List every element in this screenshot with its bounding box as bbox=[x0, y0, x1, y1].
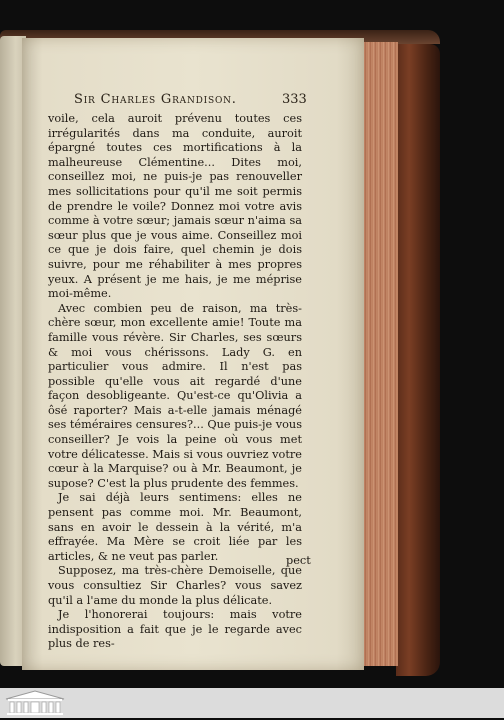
paragraph: voile, cela auroit prévenu toutes ces irrégularités dans ma conduite, auroit épargné toutes ces mortifications à la malheureuse Clémentine... Dites moi, conseillez moi, ne puis-je pas renouveller mes sollicitations pour qu'il me soit permis de prendre le voile? Donnez moi votre avis comme à votre sœur; jamais sœur n'aima sa sœur plus que je vous aime. Conseillez moi ce que je dois faire, quel chemin je dois suivre, pour me réhabiliter à mes propres yeux. A présent je me hais, je me méprise moi-même. bbox=[48, 112, 302, 301]
book-cover bbox=[396, 44, 440, 676]
viewer-footer bbox=[0, 688, 504, 718]
paragraph: Supposez, ma très-chère Demoiselle, que vous consultiez Sir Charles? vous savez qu'il a l'ame du monde la plus délicate. bbox=[48, 564, 302, 607]
page-edges bbox=[362, 42, 398, 666]
page-number: 333 bbox=[282, 92, 307, 107]
catchword: pect bbox=[286, 554, 311, 567]
paragraph: Je sai déjà leurs sentimens: elles ne pensent pas comme moi. Mr. Beaumont, sans en avoir le dessein à la vérité, m'a effrayée. Ma Mère se croit liée par les articles, & ne veut pas parler. bbox=[48, 491, 302, 563]
library-building-icon bbox=[4, 690, 66, 720]
paragraph: Avec combien peu de raison, ma très-chère sœur, mon excellente amie! Toute ma famille vous révère. Sir Charles, ses sœurs & moi vous chérissons. Lady G. en particulier vous admire. Il n'est pas possible qu'elle vous ait regardé d'une façon desobligeante. Qu'est-ce qu'Olivia a ôsé raporter? Mais a-t-elle jamais ménagé ses téméraires censures?... Que puis-je vous conseiller? Je vois la peine où vous met votre délicatesse. Mais si vous ouvriez votre cœur à la Marquise? ou à Mr. Beaumont, je supose? C'est la plus prudente des femmes. bbox=[48, 301, 302, 490]
body-text bbox=[48, 112, 302, 652]
running-header: Sir Charles Grandison. bbox=[74, 92, 237, 107]
paragraph: Je l'honorerai toujours: mais votre indisposition a fait que je le regarde avec plus de res- bbox=[48, 608, 302, 651]
